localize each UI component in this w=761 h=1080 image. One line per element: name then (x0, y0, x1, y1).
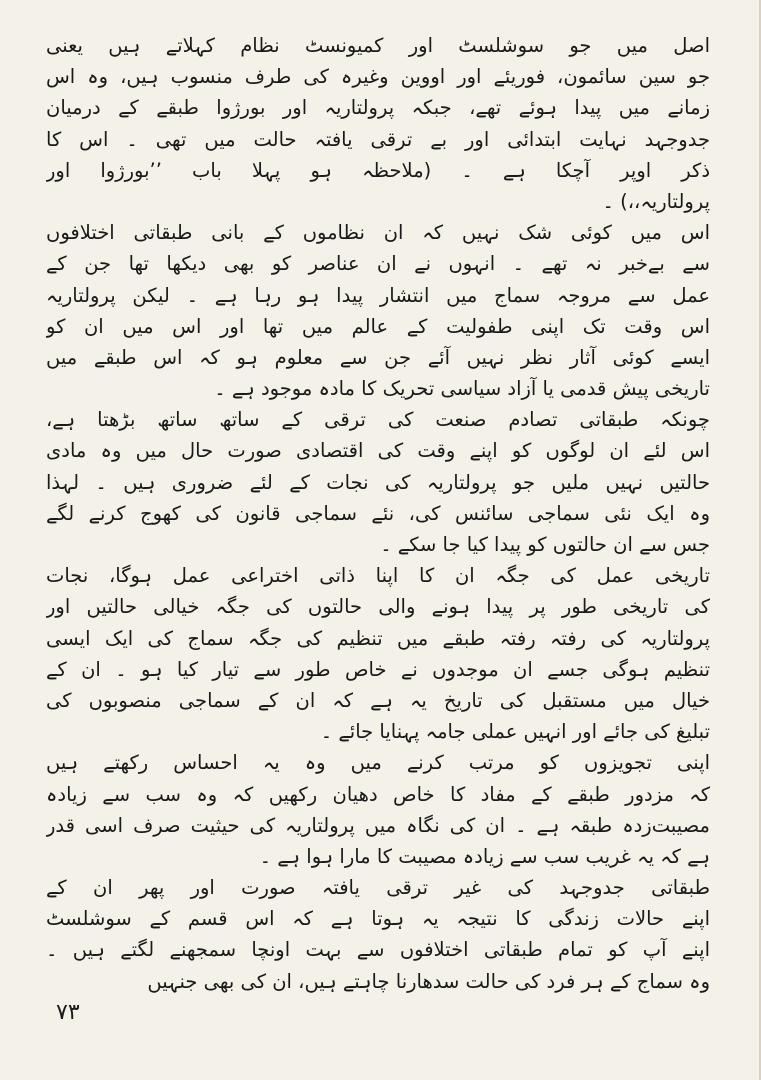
text-line: سے بےخبر نہ تھے ۔ انہوں نے ان عناصر کو بھی دیکھا تھا جن کے (46, 252, 710, 276)
paragraph (46, 404, 710, 560)
text-line: اس لئے ان لوگوں کو اپنے وقت کی اقتصادی صورت حال میں وہ مادی (46, 439, 710, 463)
text-line: وہ ایک نئی سماجی سائنس کی، نئے سماجی قانون کی کھوج کرنے لگے (46, 501, 710, 525)
paragraph (46, 560, 710, 747)
text-line: اس وقت تک اپنی طفولیت کے عالم میں تھا اور اس میں ان کو (46, 314, 710, 338)
text-line: خیال میں مستقبل کی تاریخ یہ ہے کہ ان کے سماجی منصوبوں کی (46, 688, 710, 712)
text-line: پرولتاریہ کی رفتہ رفتہ طبقے میں تنظیم کی جگہ سماج کی ایک ایسی (46, 626, 710, 650)
text-line: کہ مزدور طبقے کے مفاد کا خاص دھیان رکھیں کہ وہ سب سے زیادہ (46, 782, 710, 806)
text-line: اپنے حالات زندگی کا نتیجہ یہ ہوتا ہے کہ اس قسم کے سوشلسٹ (46, 907, 710, 931)
page-number: ۷۳ (56, 1000, 80, 1025)
text-line: عمل سے مروجہ سماج میں انتشار پیدا ہو رہا ہے ۔ لیکن پرولتاریہ (46, 283, 710, 307)
paragraph (46, 30, 710, 217)
text-line: جو سین سائمون، فوریئے اور اووین وغیرہ کی طرف منسوب ہیں، وہ اس (46, 65, 710, 89)
text-line: پرولتاریہ،،) ۔ (602, 189, 710, 213)
text-line: جس سے ان حالتوں کو پیدا کیا جا سکے ۔ (380, 533, 710, 556)
text-line: تبلیغ کی جائے اور انہیں عملی جامہ پہنایا جائے ۔ (320, 720, 710, 744)
text-line: ایسے کوئی آثار نظر نہیں آئے جن سے معلوم ہو کہ اس طبقے میں (46, 345, 710, 369)
text-line: اس میں کوئی شک نہیں کہ ان نظاموں کے بانی طبقاتی اختلافوں (46, 221, 710, 245)
text-line: اصل میں جو سوشلسٹ اور کمیونسٹ نظام کہلاتے ہیں یعنی (46, 34, 710, 57)
text-line: تنظیم ہوگی جسے ان موجدوں نے خاص طور سے تیار کیا ہو ۔ ان کے (46, 657, 710, 681)
text-line: ہے کہ یہ غریب سب سے زیادہ مصیبت کا مارا ہوا ہے ۔ (259, 844, 710, 868)
text-line: تاریخی پیش قدمی یا آزاد سیاسی تحریک کا مادہ موجود ہے ۔ (214, 377, 710, 401)
text-line: طبقاتی جدوجہد کی غیر ترقی یافتہ صورت اور پھر ان کے (46, 876, 710, 900)
text-line: اپنی تجویزوں کو مرتب کرنے میں وہ یہ احساس رکھتے ہیں (46, 751, 710, 775)
paragraph (46, 747, 710, 872)
text-line: حالتیں نہیں ملیں جو پرولتاریہ کی نجات کے لئے ضروری ہیں ۔ لہذا (46, 470, 710, 494)
text-line: اپنے آپ کو تمام طبقاتی اختلافوں سے بہت اونچا سمجھنے لگتے ہیں ۔ (46, 938, 710, 962)
paragraph (46, 872, 710, 997)
paragraph (46, 217, 710, 404)
text-line: جدوجہد نہایت ابتدائی اور بے ترقی یافتہ حالت میں تھی ۔ اس کا (46, 127, 710, 151)
text-line: چونکہ طبقاتی تصادم صنعت کی ترقی کے ساتھ ساتھ بڑھتا ہے، (46, 408, 710, 432)
text-line: وہ سماج کے ہر فرد کی حالت سدھارنا چاہتے ہیں، ان کی بھی جنہیں (147, 969, 710, 993)
text-line: زمانے میں پیدا ہوئے تھے، جبکہ پرولتاریہ اور بورژوا طبقے کے درمیان (46, 96, 710, 120)
text-line: ذکر اوپر آچکا ہے ۔ (ملاحظہ ہو پہلا باب ’’بورژوا اور (46, 158, 710, 182)
text-line: تاریخی عمل کی جگہ ان کا اپنا ذاتی اختراعی عمل ہوگا، نجات (46, 564, 710, 588)
body-text (46, 30, 710, 997)
text-line: مصیبت‌زدہ طبقہ ہے ۔ ان کی نگاہ میں پرولتاریہ کی حیثیت صرف اسی قدر (46, 813, 710, 837)
text-line: کی تاریخی طور پر پیدا ہونے والی حالتوں کی جگہ خیالی حالتیں اور (46, 595, 710, 619)
